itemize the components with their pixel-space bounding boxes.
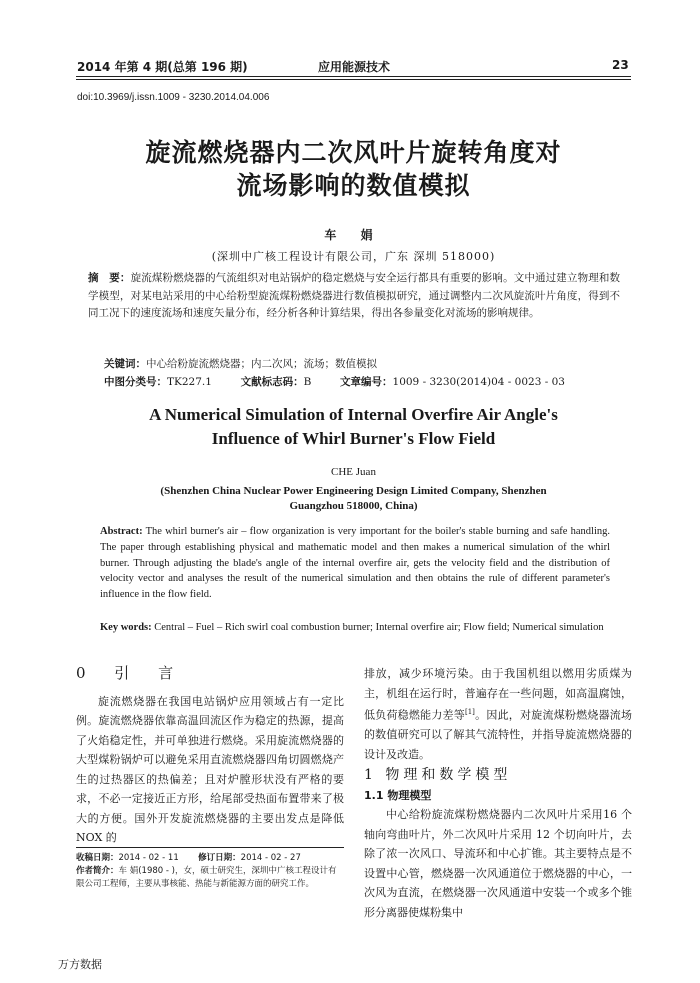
- keywords-en-label: Key words:: [100, 622, 152, 633]
- title-en-line-1: A Numerical Simulation of Internal Overfire Air Angle's: [149, 405, 558, 424]
- header-rule-top: [76, 76, 631, 77]
- affiliation-cn: (深圳中广核工程设计有限公司，广东 深圳 518000): [211, 250, 496, 263]
- clc-label: 中图分类号：: [104, 376, 167, 388]
- citation-1: [1]: [465, 708, 475, 716]
- doc-code-value: B: [303, 376, 312, 388]
- revised-label: 修订日期：: [198, 853, 241, 863]
- bio-label: 作者简介：: [76, 866, 119, 876]
- abstract-en: [100, 524, 610, 603]
- right-column-para-1: [364, 664, 632, 764]
- running-header-journal: 应用能源技术: [318, 60, 391, 74]
- footnote-rule: [76, 847, 344, 848]
- running-header-page-number: 23: [612, 58, 629, 72]
- bio-text: 车 娟(1980 - )，女，硕士研究生，深圳中广核工程设计有限公司工程师，主要从事核能、热能与新能源方面的研究工作。: [76, 866, 337, 889]
- subsection-1-1-heading: 1.1 物理模型: [364, 788, 432, 802]
- keywords-cn: [104, 356, 377, 371]
- section-0-paragraph: 旋流燃烧器在我国电站锅炉应用领域占有一定比例。旋流燃烧器依靠高温回流区作为稳定的热源，提高了火焰稳定性，并可单独进行燃烧。采用旋流燃烧器的大型煤粉锅炉可以避免采用直流燃烧器四角切圆燃烧产生的过热器区的热偏差；且对炉膛形状没有严格的要求，不必一定接近正方形，给尾部受热面布置带来了极大的方便。国外开发旋流燃烧器的主要出发点是降低 NOX 的: [76, 694, 344, 844]
- left-column: [76, 664, 344, 848]
- para-1-part-a: 排放，减少环境污染。由于我国机组以燃用劣质煤为主，机组在运行时，普遍存在一些问题，如高温腐蚀，低负荷稳燃能力差等: [364, 667, 632, 722]
- title-en-line-2: Influence of Whirl Burner's Flow Field: [211, 429, 496, 448]
- abstract-cn-label: 摘 要：: [88, 272, 131, 284]
- author-cn: 车 娟: [324, 228, 383, 242]
- affiliation-en-line-2: Guangzhou 518000, China): [289, 500, 418, 512]
- header-rule-bottom: [76, 79, 631, 80]
- section-0-heading: 0 引 言: [76, 664, 186, 682]
- abstract-cn-text: 旋流煤粉燃烧器的气流组织对电站锅炉的稳定燃烧与安全运行都具有重要的影响。文中通过建立物理和数学模型，对某电站采用的中心给粉型旋流煤粉燃烧器进行数值模拟研究，通过调整内二次风旋流叶片角度，得到不同工况下的速度流场和速度矢量分布，经分析各种计算结果，得出各参量变化对流场的影响规律。: [88, 272, 621, 319]
- keywords-cn-text: 中心给粉旋流燃烧器；内二次风；流场；数值模拟: [146, 358, 377, 370]
- doi: doi:10.3969/j.issn.1009 - 3230.2014.04.006: [77, 92, 270, 103]
- doc-code-label: 文献标志码：: [240, 376, 304, 388]
- para-1-part-b: 。因此，对旋流煤粉燃烧器流场的数值研究可以了解其气流特性，并指导旋流燃烧器的设计及改造。: [364, 708, 633, 761]
- affiliation-en-line-1: (Shenzhen China Nuclear Power Engineering Design Limited Company, Shenzhen: [160, 485, 547, 497]
- affiliation-en: [76, 484, 631, 514]
- running-header-issue: 2014 年第 4 期(总第 196 期): [77, 60, 248, 74]
- keywords-en: [100, 620, 610, 636]
- abstract-cn: [88, 270, 620, 323]
- title-cn-line-2: 流场影响的数值模拟: [236, 171, 471, 200]
- keywords-cn-label: 关键词：: [104, 358, 146, 370]
- abstract-en-text: The whirl burner's air – flow organization is very important for the boiler's stable burning and safe handling. The paper through establishing physical and mathematic model and then makes a numerical simulation of the whirl burner. Through adjusting the blade's angle of the internal overfire air, gets the velocity field and the distribution of velocity vector and analyses the result of the numerical simulation and then obtains the rule of different parameter's influence in the flow field.: [100, 526, 610, 601]
- author-en: CHE Juan: [331, 466, 376, 478]
- clc-value: TK227.1: [167, 376, 212, 388]
- keywords-en-text: Central – Fuel – Rich swirl coal combustion burner; Internal overfire air; Flow field; Numerical simulation: [154, 622, 604, 633]
- section-1-1-paragraph: 中心给粉旋流煤粉燃烧器内二次风叶片采用16 个轴向弯曲叶片，外二次风叶片采用 12 个切向叶片，去除了浓一次风口、导流环和中心扩锥。其主要特点是不设置中心管，燃烧器一次风通道位于燃烧器的中心，一次风为直流，在燃烧器一次风通道中安装一个或多个锥形分离器使煤粉集中: [364, 808, 632, 919]
- received-label: 收稿日期：: [76, 853, 119, 863]
- revised-date: 2014 - 02 - 27: [240, 853, 301, 863]
- section-1-heading: 1 物理和数学模型: [364, 767, 512, 784]
- received-date: 2014 - 02 - 11: [118, 853, 179, 863]
- footnote: [76, 852, 344, 891]
- classification-line: [104, 374, 624, 389]
- abstract-en-label: Abstract:: [100, 526, 143, 537]
- article-number-value: 1009 - 3230(2014)04 - 0023 - 03: [392, 376, 565, 388]
- right-column: [364, 664, 632, 922]
- footnote-bio: [76, 865, 344, 891]
- watermark-wanfang: 万方数据: [58, 958, 102, 971]
- title-cn-line-1: 旋流燃烧器内二次风叶片旋转角度对: [145, 138, 562, 167]
- footnote-dates: [76, 852, 344, 865]
- article-number-label: 文章编号：: [340, 376, 393, 388]
